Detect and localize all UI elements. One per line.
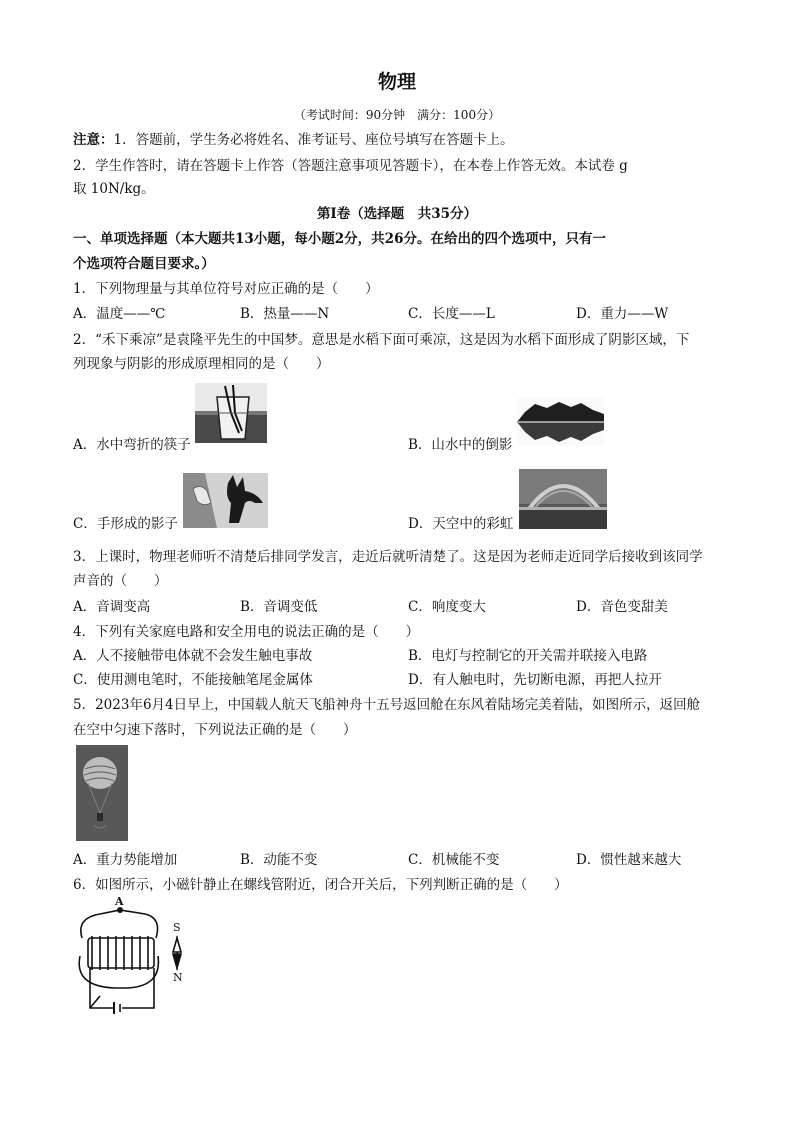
rainbow-image [519,469,607,529]
q3-option-a: A．音调变高 [73,599,151,615]
notes-label: 注意： [73,132,114,148]
chopsticks-in-water-image [195,383,267,443]
q5-stem-2: 在空中匀速下落时，下列说法正确的是（ ） [73,722,357,738]
pole-n-label: N [173,971,183,984]
q4-option-d: D．有人触电时，先切断电源，再把人拉开 [408,672,662,688]
q2-stem-1: 2．“禾下乘凉”是袁隆平先生的中国梦。意思是水稻下面可乘凉，这是因为水稻下面形成了阴影区域，下 [73,332,690,348]
part-heading-1: 一、单项选择题（本大题共13小题，每小题2分，共26分。在给出的四个选项中，只有一 [73,231,606,247]
return-capsule-parachute-image [76,745,128,841]
q3-option-d: D．音色变甜美 [576,599,668,615]
q3-stem-1: 3．上课时，物理老师听不清楚后排同学发言，走近后就听清楚了。这是因为老师走近同学后接收到该同学 [73,549,703,565]
q3-stem-2: 声音的（ ） [73,573,168,589]
q1-option-a: A．温度——℃ [73,306,166,322]
mountain-reflection-image [517,398,604,446]
q2-stem-2: 列现象与阴影的形成原理相同的是（ ） [73,356,330,372]
notes-line-2: 2．学生作答时，请在答题卡上作答（答题注意事项见答题卡），在本卷上作答无效。本试卷 g [73,158,628,174]
part-heading-2: 个选项符合题目要求。） [73,256,215,272]
q5-option-a: A．重力势能增加 [73,852,178,868]
notes-line-3: 取 10N/kg。 [73,181,155,197]
q2-option-c: C．手形成的影子 [73,516,178,532]
hand-shadow-image [183,473,268,528]
solenoid-circuit-diagram [70,896,195,1016]
q2-option-b: B．山水中的倒影 [408,437,513,453]
q5-option-c: C．机械能不变 [408,852,500,868]
q1-option-b: B．热量——N [240,306,330,322]
q4-option-b: B．电灯与控制它的开关需并联接入电路 [408,648,648,664]
q2-option-a: A．水中弯折的筷子 [73,437,191,453]
point-a-label: A [115,896,124,908]
q1-option-c: C．长度——L [408,306,495,322]
exam-info: （考试时间：90分钟 满分：100分） [293,108,501,122]
q5-option-b: B．动能不变 [240,852,318,868]
q5-option-d: D．惯性越来越大 [576,852,682,868]
q3-option-b: B．音调变低 [240,599,318,615]
q4-stem: 4．下列有关家庭电路和安全用电的说法正确的是（ ） [73,624,420,640]
page-title: 物理 [377,71,416,93]
q6-stem: 6．如图所示，小磁针静止在螺线管附近，闭合开关后，下列判断正确的是（ ） [73,877,568,893]
notes-line-1: 注意：1．答题前，学生务必将姓名、准考证号、座位号填写在答题卡上。 [73,132,514,148]
q2-option-d: D．天空中的彩虹 [408,516,514,532]
q4-option-c: C．使用测电笔时，不能接触笔尾金属体 [73,672,313,688]
q5-stem-1: 5．2023年6月4日早上，中国载人航天飞船神舟十五号返回舱在东风着陆场完美着陆，如图所示，返回舱 [73,697,701,713]
q1-stem: 1．下列物理量与其单位符号对应正确的是（ ） [73,281,379,297]
q4-option-a: A．人不接触带电体就不会发生触电事故 [73,648,313,664]
pole-s-label: S [173,921,181,934]
q3-option-c: C．响度变大 [408,599,486,615]
section-title: 第Ⅰ卷（选择题 共35分） [316,206,478,222]
q1-option-d: D．重力——W [576,306,669,322]
